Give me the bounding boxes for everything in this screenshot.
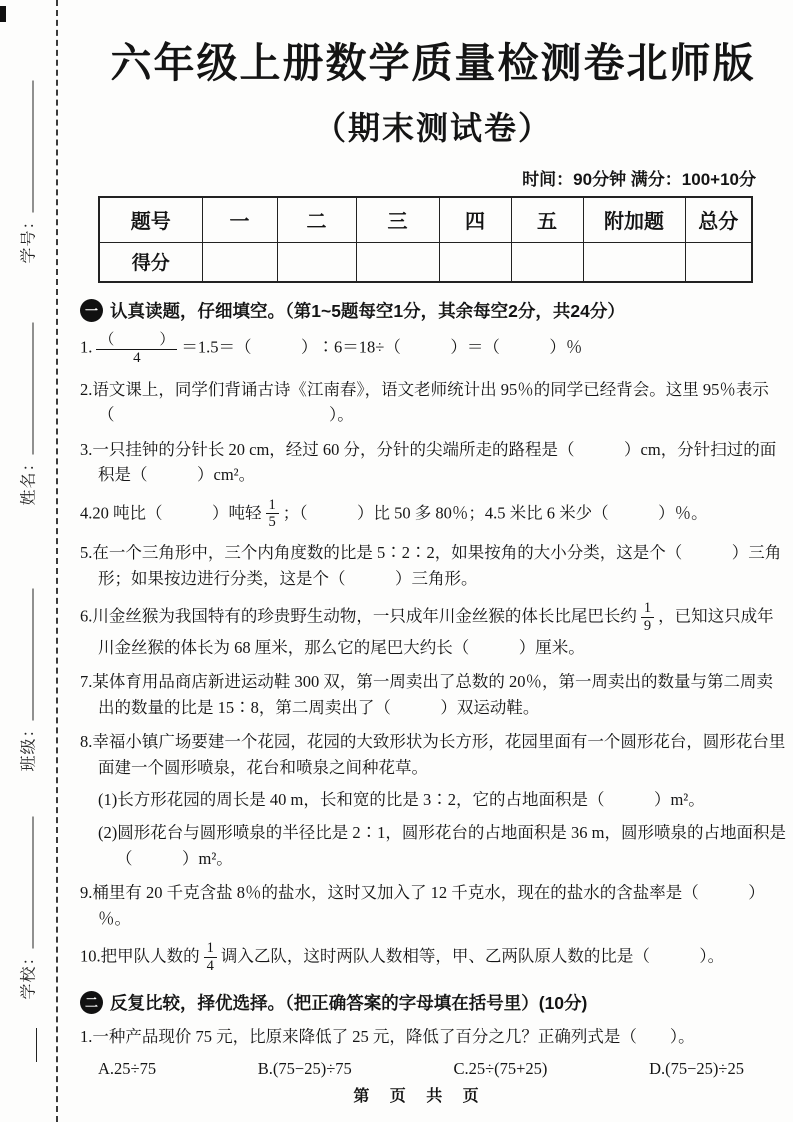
section2-number-circle: 二	[80, 991, 103, 1014]
option-d: D.(75−25)÷25	[649, 1059, 744, 1079]
question-10-text-post: 调入乙队，这时两队人数相等，甲、乙两队原人数的比是（ ）。	[220, 946, 725, 966]
section2-title: 反复比较，择优选择。（把正确答案的字母填在括号里）(10分)	[110, 992, 588, 1013]
option-a: A.25÷75	[98, 1059, 157, 1079]
question-6	[80, 600, 786, 660]
question-7: 7.某体育用品商店新进运动鞋 300 双，第一周卖出了总数的 20％，第一周卖出的数量与第二周卖出的数量的比是 15∶8，第二周卖出了（ ）双运动鞋。	[80, 672, 773, 717]
question-6-fraction	[641, 600, 654, 634]
section2-header	[80, 990, 786, 1015]
score-table-score-row	[99, 242, 752, 282]
score-header-cell: 附加题	[583, 197, 685, 242]
class-field	[16, 588, 39, 771]
score-cell	[202, 242, 277, 282]
score-cell	[277, 242, 356, 282]
question-8-sub2: (2)圆形花台与圆形喷泉的半径比是 2∶1，圆形花台的占地面积是 36 m，圆形喷泉的占地面积是（ ）m²。	[98, 822, 786, 868]
class-blank-line	[20, 588, 34, 720]
question-6-text-pre: 6.川金丝猴为我国特有的珍贵野生动物，一只成年川金丝猴的体长比尾巴长约	[80, 606, 637, 626]
question-3: 3.一只挂钟的分针长 20 cm，经过 60 分，分针的尖端所走的路程是（ ）cm，分针扫过的面积是（ ）cm²。	[80, 439, 777, 485]
fraction-numerator: 1	[641, 600, 654, 618]
score-header-cell: 五	[511, 197, 583, 242]
student-id-field	[16, 80, 39, 263]
option-c: C.25÷(75+25)	[453, 1059, 548, 1079]
score-header-cell: 一	[202, 197, 277, 242]
question-4-text-post: ；（ ）比 50 多 80％；4.5 米比 6 米少（ ）％。	[282, 503, 708, 523]
question-4	[80, 497, 786, 531]
school-field	[16, 816, 39, 999]
section1-number-circle: 一	[80, 299, 103, 322]
section1-title: 认真读题，仔细填空。（第1~5题每空1分，其余每空2分，共24分）	[110, 301, 625, 321]
question-1-number: 1.	[80, 337, 93, 357]
class-label: 班级：	[20, 720, 38, 772]
corner-mark	[0, 6, 6, 22]
fraction-denominator: 4	[133, 350, 141, 367]
score-cell	[511, 242, 583, 282]
question-1-fraction	[96, 332, 177, 368]
question-2: 2.语文课上，同学们背诵古诗《江南春》，语文老师统计出 95％的同学已经背会。这里 95％表示（ ）。	[80, 379, 769, 425]
paper-content	[80, 0, 786, 1079]
score-header-cell: 四	[439, 197, 511, 242]
question-8-intro: 8.幸福小镇广场要建一个花园，花园的大致形状为长方形，花园里面有一个圆形花台，圆形花台里面建一个圆形喷泉，花台和喷泉之间种花草。	[80, 732, 786, 777]
question-8-sub1: (1)长方形花园的周长是 40 m，长和宽的比是 3∶2，它的占地面积是（ ）m²。	[98, 790, 705, 810]
paper-subtitle: （期末测试卷）	[313, 110, 552, 146]
score-cell	[439, 242, 511, 282]
score-header-cell: 题号	[99, 197, 202, 242]
fraction-numerator-blank: （ ）	[96, 332, 177, 350]
section2-question-1: 1.一种产品现价 75 元，比原来降低了 25 元，降低了百分之几？正确列式是（ ）。	[80, 1026, 695, 1046]
section2-question-1-options	[80, 1059, 786, 1079]
question-5: 5.在一个三角形中，三个内角度数的比是 5∶2∶2，如果按角的大小分类，这是个（ ）三角形；如果按边进行分类，这是个（ ）三角形。	[80, 543, 782, 588]
section1-header	[80, 298, 786, 323]
fraction-numerator: 1	[266, 497, 279, 515]
fraction-denominator: 4	[206, 957, 214, 974]
option-b: B.(75−25)÷75	[257, 1059, 352, 1079]
question-10	[80, 940, 786, 974]
seal-line	[56, 0, 58, 1122]
score-row-label: 得分	[99, 242, 202, 282]
time-and-score-info: 时间：90分钟 满分：100+10分	[522, 170, 756, 189]
score-header-cell: 二	[277, 197, 356, 242]
fraction-denominator: 9	[643, 617, 652, 634]
student-name-field	[16, 322, 39, 505]
score-table	[98, 196, 753, 283]
score-table-header-row	[99, 197, 752, 242]
paper-title: 六年级上册数学质量检测卷北师版	[110, 40, 756, 86]
student-name-blank-line	[20, 322, 34, 454]
school-blank-line	[20, 816, 34, 948]
student-id-blank-line	[20, 80, 34, 212]
score-header-cell: 三	[356, 197, 439, 242]
question-6-text-post: ，已知这只成年川金丝猴的体长为 68 厘米，那么它的尾巴大约长（ ）厘米。	[98, 606, 774, 657]
question-4-fraction	[266, 497, 279, 531]
question-9: 9.桶里有 20 千克含盐 8％的盐水，这时又加入了 12 千克水，现在的盐水的含盐率是（ ）％。	[80, 883, 765, 928]
question-1	[80, 332, 786, 368]
student-name-label: 姓名：	[20, 454, 38, 506]
question-4-text-pre: 4.20 吨比（ ）吨轻	[80, 503, 262, 523]
margin-extra-line	[36, 1028, 37, 1062]
score-cell	[356, 242, 439, 282]
student-id-label: 学号：	[20, 212, 38, 264]
score-cell	[685, 242, 752, 282]
score-cell	[583, 242, 685, 282]
fraction-denominator: 5	[268, 514, 276, 531]
fraction-numerator: 1	[204, 940, 217, 958]
school-label: 学校：	[20, 948, 38, 1000]
question-10-fraction	[204, 940, 217, 974]
page-footer: 第 页 共 页	[353, 1088, 487, 1105]
score-header-cell: 总分	[685, 197, 752, 242]
question-1-text: ＝1.5＝（ ）∶6＝18÷（ ）＝（ ）％	[181, 337, 583, 357]
question-10-text-pre: 10.把甲队人数的	[80, 946, 200, 966]
